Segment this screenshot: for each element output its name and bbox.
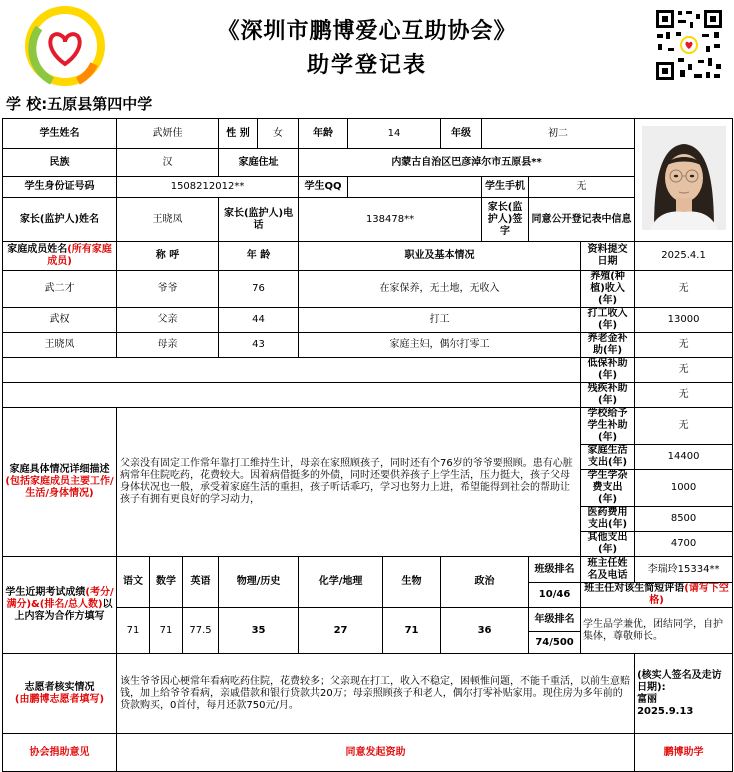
volunteer-label-text: 志愿者核实情况 xyxy=(24,681,95,693)
pension-value: 无 xyxy=(635,333,733,358)
subject-name: 物理/历史 xyxy=(219,557,299,608)
form-title: 《深圳市鹏博爱心互助协会》 xyxy=(217,18,517,44)
living-cost-label: 家庭生活支出(年) xyxy=(581,445,635,470)
member-age-header: 年 龄 xyxy=(219,242,299,271)
school-aid-label: 学校给予学生补助(年) xyxy=(581,408,635,445)
blank-row xyxy=(3,383,581,408)
misc-fee-value: 1000 xyxy=(635,470,733,507)
misc-fee-label: 学生学杂费支出(年) xyxy=(581,470,635,507)
subject-score: 77.5 xyxy=(183,608,219,654)
teacher-comment: 学生品学兼优，团结同学，自护集体，尊敬师长。 xyxy=(581,608,733,654)
member-age: 44 xyxy=(219,308,299,333)
comment-label xyxy=(581,583,733,608)
family-name-header-note: (所有家庭成员) xyxy=(47,244,112,267)
grade-label: 年级 xyxy=(441,119,482,149)
phone-label: 学生手机 xyxy=(482,177,529,198)
school-label: 学 校: xyxy=(6,95,48,113)
subject-score: 71 xyxy=(117,608,150,654)
subject-name: 生物 xyxy=(383,557,441,608)
student-id-label: 学生身份证号码 xyxy=(3,177,117,198)
qr-code-icon xyxy=(654,8,724,82)
member-age: 43 xyxy=(219,333,299,358)
low-income-label: 低保补助(年) xyxy=(581,358,635,383)
guardian-phone-label: 家长(监护人)电话 xyxy=(219,198,299,242)
guardian-phone: 138478** xyxy=(299,198,482,242)
disability-value: 无 xyxy=(635,383,733,408)
student-photo xyxy=(635,119,733,242)
student-photo-image xyxy=(642,126,726,230)
school-line xyxy=(6,93,152,114)
registration-table xyxy=(2,118,733,772)
medical-cost-label: 医药费用支出(年) xyxy=(581,507,635,532)
volunteer-text: 该生爷爷因心梗常年看病吃药住院，花费较多；父亲现在打工，收入不稳定，困顿惟问题，不能千重活，以前生意赔钱，加上给爷爷看病，亲戚借款和银行贷款共20万；母亲照顾孩子和老人，偶尔打零补贴家用。现住房为多年前的贷款购买，0首付，每月还款750元/月。 xyxy=(117,654,635,734)
class-rank-value: 10/46 xyxy=(529,583,581,608)
comment-label-note: (请写下空格) xyxy=(649,583,729,606)
exam-label-tail: 以上内容为合作方填写 xyxy=(14,599,113,622)
subject-score: 36 xyxy=(441,608,529,654)
verify-label: (核实人签名及走访日期): xyxy=(637,669,722,693)
org-name: 鹏博助学 xyxy=(635,734,733,772)
family-name-header-text: 家庭成员姓名 xyxy=(7,244,68,255)
grade-value: 初二 xyxy=(482,119,635,149)
student-id-value: 1508212012** xyxy=(117,177,299,198)
qq-label: 学生QQ xyxy=(299,177,348,198)
subject-score: 27 xyxy=(299,608,383,654)
verify-date: 2025.9.13 xyxy=(637,705,694,717)
submit-date-value: 2025.4.1 xyxy=(635,242,733,271)
family-name-header xyxy=(3,242,117,271)
grade-rank-label: 年级排名 xyxy=(529,608,581,632)
exam-label xyxy=(3,557,117,654)
comment-label-text: 班主任对该生简短评语 xyxy=(584,583,685,594)
verify-box xyxy=(635,654,733,734)
relation-header: 称 呼 xyxy=(117,242,219,271)
other-cost-value: 4700 xyxy=(635,532,733,557)
disability-label: 残疾补助(年) xyxy=(581,383,635,408)
submit-date-label: 资料提交日期 xyxy=(581,242,635,271)
exam-label-text: 学生近期考试成绩 xyxy=(5,587,86,598)
pension-label: 养老金补助(年) xyxy=(581,333,635,358)
school-aid-value: 无 xyxy=(635,408,733,445)
age-label: 年龄 xyxy=(299,119,348,149)
verifier-name: 富丽 xyxy=(637,693,658,705)
situation-label-note: (包括家庭成员主要工作/生活/身体情况) xyxy=(5,476,114,499)
exam-label-note: (考分/满分)&(排名/总人数) xyxy=(6,587,114,610)
member-job: 家庭主妇，偶尔打零工 xyxy=(299,333,581,358)
student-name: 武妍佳 xyxy=(117,119,219,149)
subject-score: 71 xyxy=(150,608,183,654)
volunteer-label xyxy=(3,654,117,734)
guardian-sign-label: 家长(监护人)签字 xyxy=(482,198,529,242)
ethnicity-label: 民族 xyxy=(3,149,117,177)
subject-name: 英语 xyxy=(183,557,219,608)
low-income-value: 无 xyxy=(635,358,733,383)
situation-label xyxy=(3,408,117,557)
volunteer-label-note: (由鹏博志愿者填写) xyxy=(14,693,105,705)
teacher-label: 班主任姓名及电话 xyxy=(581,557,635,583)
work-income-label: 打工收入(年) xyxy=(581,308,635,333)
subject-name: 化学/地理 xyxy=(299,557,383,608)
blank-row xyxy=(3,358,581,383)
member-relation: 爷爷 xyxy=(117,271,219,308)
member-relation: 父亲 xyxy=(117,308,219,333)
member-age: 76 xyxy=(219,271,299,308)
subject-name: 数学 xyxy=(150,557,183,608)
student-name-label: 学生姓名 xyxy=(3,119,117,149)
consent-text: 同意公开登记表中信息 xyxy=(529,198,635,242)
age-value: 14 xyxy=(348,119,441,149)
guardian-name-label: 家长(监护人)姓名 xyxy=(3,198,117,242)
class-rank-label: 班级排名 xyxy=(529,557,581,583)
other-cost-label: 其他支出(年) xyxy=(581,532,635,557)
member-job: 在家保养，无土地，无收入 xyxy=(299,271,581,308)
job-header: 职业及基本情况 xyxy=(299,242,581,271)
work-income-value: 13000 xyxy=(635,308,733,333)
opinion-label: 协会捐助意见 xyxy=(3,734,117,772)
living-cost-value: 14400 xyxy=(635,445,733,470)
member-name: 王晓凤 xyxy=(3,333,117,358)
address-label: 家庭住址 xyxy=(219,149,299,177)
member-relation: 母亲 xyxy=(117,333,219,358)
form-subtitle: 助学登记表 xyxy=(306,52,427,78)
teacher-value: 李瑞玲15334** xyxy=(635,557,733,583)
member-job: 打工 xyxy=(299,308,581,333)
phone-value: 无 xyxy=(529,177,635,198)
member-name: 武权 xyxy=(3,308,117,333)
subject-name: 政治 xyxy=(441,557,529,608)
subject-score: 71 xyxy=(383,608,441,654)
subject-name: 语文 xyxy=(117,557,150,608)
situation-label-text: 家庭具体情况详细描述 xyxy=(9,464,110,475)
gender-label: 性 别 xyxy=(219,119,258,149)
farming-income-value: 无 xyxy=(635,271,733,308)
opinion-value: 同意发起资助 xyxy=(117,734,635,772)
address-value: 内蒙古自治区巴彦淖尔市五原县** xyxy=(299,149,635,177)
farming-income-label: 养殖(种植)收入(年) xyxy=(581,271,635,308)
situation-text: 父亲没有固定工作常年靠打工维持生计，母亲在家照顾孩子，同时还有个76岁的爷爷要照顾。患有心脏病常年住院吃药，花费较大。因着病借挺多的外债，同时还要供养孩子上学生活，压力挺大，孩子父母身体状况也一般，承受着家庭生活的重担，孩子听话乖巧，学习也努力上进，希望能得到社会的帮助让孩子有拥有更良好的学习动力， xyxy=(117,408,581,557)
ethnicity-value: 汉 xyxy=(117,149,219,177)
qq-value xyxy=(348,177,482,198)
subject-score: 35 xyxy=(219,608,299,654)
member-name: 武二才 xyxy=(3,271,117,308)
guardian-name: 王晓凤 xyxy=(117,198,219,242)
form-header xyxy=(0,0,734,90)
medical-cost-value: 8500 xyxy=(635,507,733,532)
school-name: 五原县第四中学 xyxy=(47,95,153,113)
grade-rank-value: 74/500 xyxy=(529,632,581,654)
gender-value: 女 xyxy=(258,119,299,149)
